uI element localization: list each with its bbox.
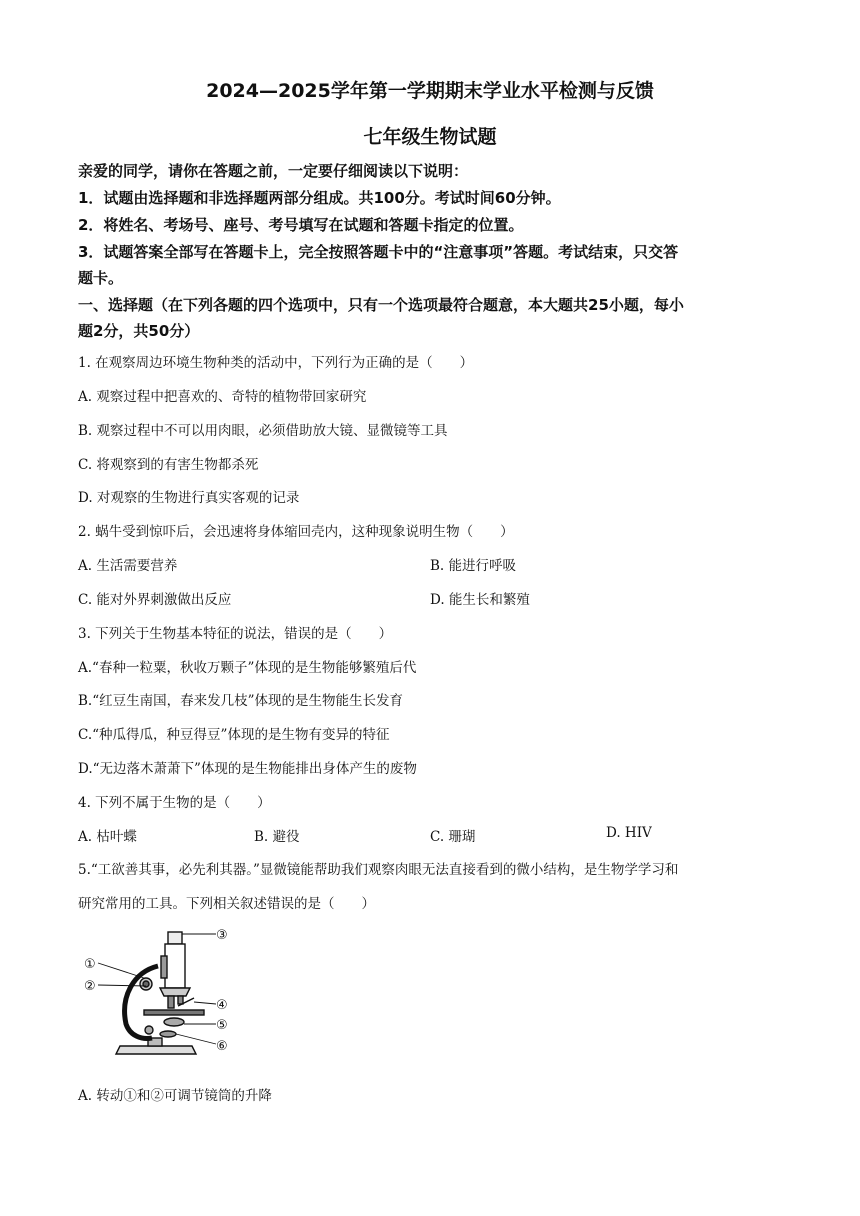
question-3-option-c: C.“种瓜得瓜，种豆得豆”体现的是生物有变异的特征: [78, 727, 390, 743]
question-1-option-a: A. 观察过程中把喜欢的、奇特的植物带回家研究: [78, 389, 367, 405]
instruction-item-1: 1．试题由选择题和非选择题两部分组成。共100分。考试时间60分钟。: [78, 189, 561, 207]
question-2-option-d: D. 能生长和繁殖: [430, 592, 530, 608]
question-4-option-b: B. 避役: [254, 829, 300, 845]
stage: [144, 1010, 204, 1015]
question-1-option-c: C. 将观察到的有害生物都杀死: [78, 457, 259, 473]
diagram-label-3: ③: [216, 928, 228, 943]
section-heading: 一、选择题（在下列各题的四个选项中，只有一个选项最符合题意，本大题共25小题，每小: [78, 296, 684, 314]
instructions-greeting: 亲爱的同学，请你在答题之前，一定要仔细阅读以下说明：: [78, 162, 469, 180]
microscope-base: [116, 1046, 196, 1054]
question-2-option-a: A. 生活需要营养: [78, 558, 178, 574]
question-4-option-d: D. HIV: [606, 825, 652, 841]
question-2-option-c: C. 能对外界刺激做出反应: [78, 592, 232, 608]
diagram-label-5: ⑤: [216, 1018, 228, 1033]
question-5-stem-cont: 研究常用的工具。下列相关叙述错误的是（ ）: [78, 896, 375, 912]
section-heading-cont: 题2分，共50分）: [78, 322, 200, 340]
exam-subtitle: 七年级生物试题: [363, 126, 497, 148]
instruction-item-2: 2．将姓名、考场号、座号、考号填写在试题和答题卡指定的位置。: [78, 216, 524, 234]
eyepiece: [168, 932, 182, 944]
diagram-label-6: ⑥: [216, 1039, 228, 1054]
question-4-stem: 4. 下列不属于生物的是（ ）: [78, 795, 271, 811]
nosepiece: [160, 988, 190, 996]
question-2-option-b: B. 能进行呼吸: [430, 558, 517, 574]
reflector: [164, 1018, 184, 1026]
question-5-stem: 5.“工欲善其事，必先利其器。”显微镜能帮助我们观察肉眼无法直接看到的微小结构，是生物学学习和: [78, 862, 679, 878]
question-5-option-a: A. 转动①和②可调节镜筒的升降: [78, 1088, 272, 1104]
fine-focus-knob: [145, 1026, 153, 1034]
question-3-stem: 3. 下列关于生物基本特征的说法，错误的是（ ）: [78, 626, 393, 642]
diagram-label-4: ④: [216, 998, 228, 1013]
question-3-option-a: A.“春种一粒粟，秋收万颗子”体现的是生物能够繁殖后代: [78, 660, 417, 676]
diagram-label-1: ①: [84, 957, 96, 972]
question-3-option-b: B.“红豆生南国，春来发几枝”体现的是生物能生长发育: [78, 693, 404, 709]
question-1-option-b: B. 观察过程中不可以用肉眼，必须借助放大镜、显微镜等工具: [78, 423, 448, 439]
question-3-option-d: D.“无边落木萧萧下”体现的是生物能排出身体产生的废物: [78, 761, 417, 777]
question-4-option-c: C. 珊瑚: [430, 829, 476, 845]
diagram-label-2: ②: [84, 979, 96, 994]
question-1-option-d: D. 对观察的生物进行真实客观的记录: [78, 490, 300, 506]
instruction-item-3-cont: 题卡。: [78, 269, 124, 287]
question-1-stem: 1. 在观察周边环境生物种类的活动中，下列行为正确的是（ ）: [78, 355, 474, 371]
exam-title: 2024—2025学年第一学期期末学业水平检测与反馈: [206, 80, 654, 102]
instruction-item-3: 3．试题答案全部写在答题卡上，完全按照答题卡中的“注意事项”答题。考试结束，只交答: [78, 243, 679, 261]
question-2-stem: 2. 蜗牛受到惊吓后，会迅速将身体缩回壳内，这种现象说明生物（ ）: [78, 524, 514, 540]
lens-tube: [165, 944, 185, 988]
question-4-option-a: A. 枯叶蝶: [78, 829, 137, 845]
microscope-diagram: [76, 926, 236, 1066]
